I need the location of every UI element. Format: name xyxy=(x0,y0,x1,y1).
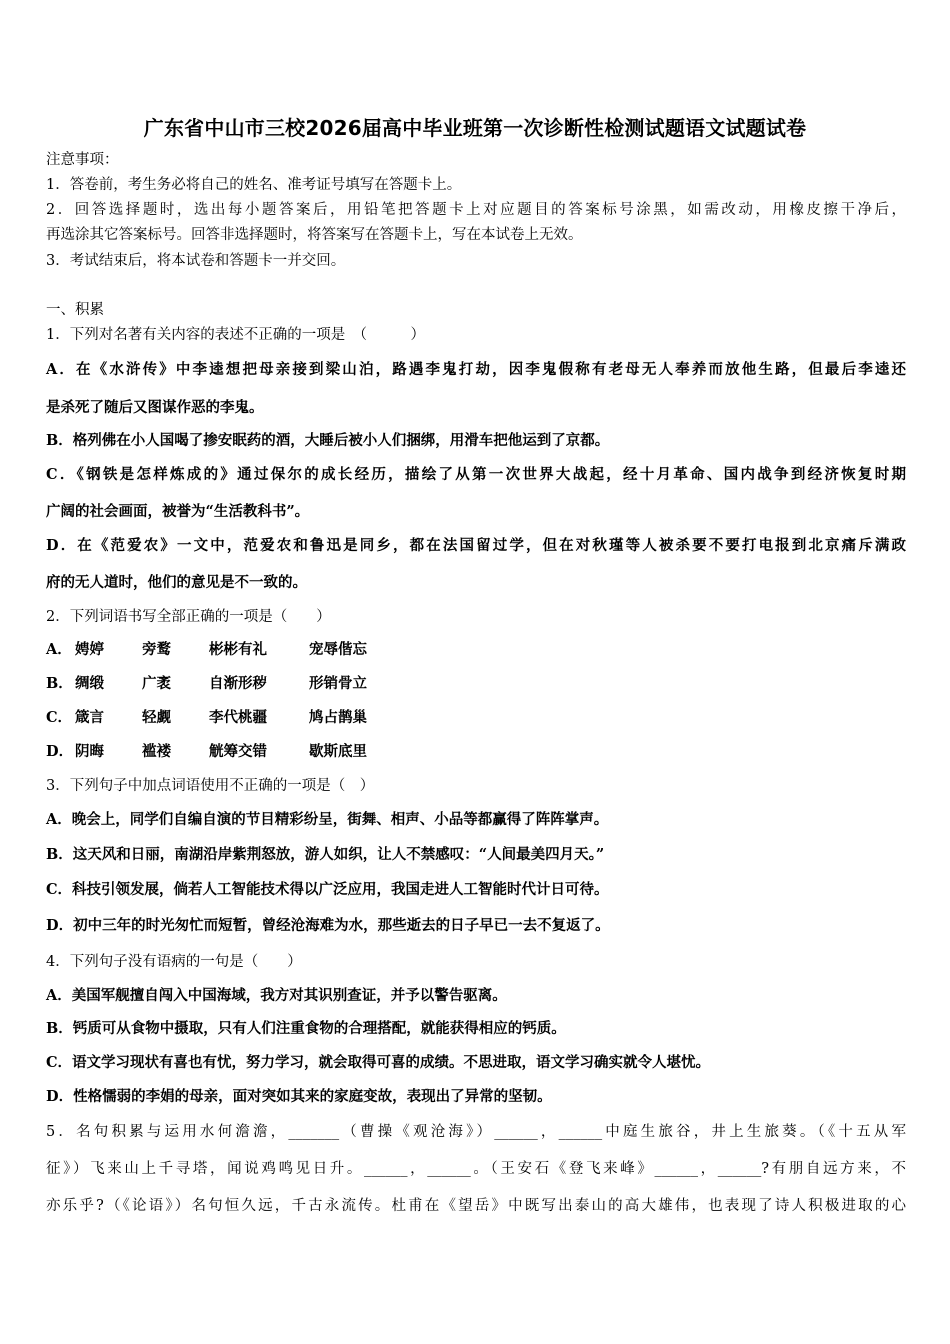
q1-option-a-cont: 是杀死了随后又图谋作恶的李鬼。 xyxy=(46,399,264,416)
q4-option-d: D．性格懦弱的李娟的母亲，面对突如其来的家庭变故，表现出了异常的坚韧。 xyxy=(46,1088,552,1105)
q5-line-1: 5．名句积累与运用水何澹澹，_______（曹操《观沧海》）______，______中庭生旅谷，井上生旅葵。（《十五从军 xyxy=(46,1124,906,1140)
q3-option-c: C．科技引领发展，倘若人工智能技术得以广泛应用，我国走进人工智能时代计日可待。 xyxy=(46,881,609,898)
q2-option-b: B． 绸缎 广袤 自渐形秽 形销骨立 xyxy=(46,675,367,692)
exam-title: 广东省中山市三校2026届高中毕业班第一次诊断性检测试题语文试题试卷 xyxy=(143,116,807,140)
q4-option-b: B．钙质可从食物中摄取，只有人们注重食物的合理搭配，就能获得相应的钙质。 xyxy=(46,1020,566,1037)
q2-option-c: C． 箴言 轻觑 李代桃疆 鸠占鹊巢 xyxy=(46,709,367,726)
q3-option-b: B．这天风和日丽，南湖沿岸紫荆怒放，游人如织，让人不禁感叹：“人间最美四月天。” xyxy=(46,846,605,863)
notice-item-1: 1．答卷前，考生务必将自己的姓名、准考证号填写在答题卡上。 xyxy=(46,177,462,193)
notice-item-2: 2．回答选择题时，选出每小题答案后，用铅笔把答题卡上对应题目的答案标号涂黑，如需改动，用橡皮擦干净后， xyxy=(46,202,906,218)
q1-option-d-cont: 府的无人道时，他们的意见是不一致的。 xyxy=(46,574,307,591)
notice-heading: 注意事项： xyxy=(46,152,119,168)
q1-option-a: A．在《水浒传》中李逵想把母亲接到梁山泊，路遇李鬼打劫，因李鬼假称有老母无人奉养而放他生路，但最后李逵还 xyxy=(46,361,906,378)
notice-item-3: 3．考试结束后，将本试卷和答题卡一并交回。 xyxy=(46,253,346,269)
q4-option-c: C．语文学习现状有喜也有忧，努力学习，就会取得可喜的成绩。不思进取，语文学习确实就令人堪忧。 xyxy=(46,1054,711,1071)
q3-option-a: A．晚会上，同学们自编自演的节目精彩纷呈，街舞、相声、小品等都赢得了阵阵掌声。 xyxy=(46,811,609,828)
q1-option-d: D．在《范爱农》一文中，范爱农和鲁迅是同乡，都在法国留过学，但在对秋瑾等人被杀要不要打电报到北京痛斥满政 xyxy=(46,537,906,554)
q2-option-a: A． 娉婷 旁鹜 彬彬有礼 宠辱偕忘 xyxy=(46,641,367,658)
q1-option-c-cont: 广阔的社会画面，被誉为“生活教科书”。 xyxy=(46,503,310,520)
q3-option-d: D．初中三年的时光匆忙而短暂，曾经沧海难为水，那些逝去的日子早已一去不复返了。 xyxy=(46,917,610,934)
q2-stem: 2．下列词语书写全部正确的一项是（ ） xyxy=(46,609,331,625)
q2-option-d: D． 阴晦 褴褛 觥筹交错 歇斯底里 xyxy=(46,743,367,760)
q4-stem: 4．下列句子没有语病的一句是（ ） xyxy=(46,954,302,970)
q1-option-c: C．《钢铁是怎样炼成的》通过保尔的成长经历，描绘了从第一次世界大战起，经十月革命、国内战争到经济恢复时期 xyxy=(46,466,906,483)
notice-item-2-cont: 再选涂其它答案标号。回答非选择题时，将答案写在答题卡上，写在本试卷上无效。 xyxy=(46,227,583,243)
q1-option-b: B．格列佛在小人国喝了掺安眠药的酒，大睡后被小人们捆绑，用滑车把他运到了京都。 xyxy=(46,432,610,449)
q5-line-2: 征》）飞来山上千寻塔，闻说鸡鸣见日升。______，______。（王安石《登飞来峰》______，______?有朋自远方来，不 xyxy=(46,1161,906,1177)
q1-stem: 1．下列对名著有关内容的表述不正确的一项是 （ ） xyxy=(46,327,425,343)
q4-option-a: A．美国军舰擅自闯入中国海域，我方对其识别查证，并予以警告驱离。 xyxy=(46,987,507,1004)
q3-stem: 3．下列句子中加点词语使用不正确的一项是（ ） xyxy=(46,778,375,794)
q5-line-3: 亦乐乎?（《论语》）名句恒久远，千古永流传。杜甫在《望岳》中既写出泰山的高大雄伟，也表现了诗人积极进取的心 xyxy=(46,1198,906,1214)
section-heading: 一、积累 xyxy=(46,302,104,318)
